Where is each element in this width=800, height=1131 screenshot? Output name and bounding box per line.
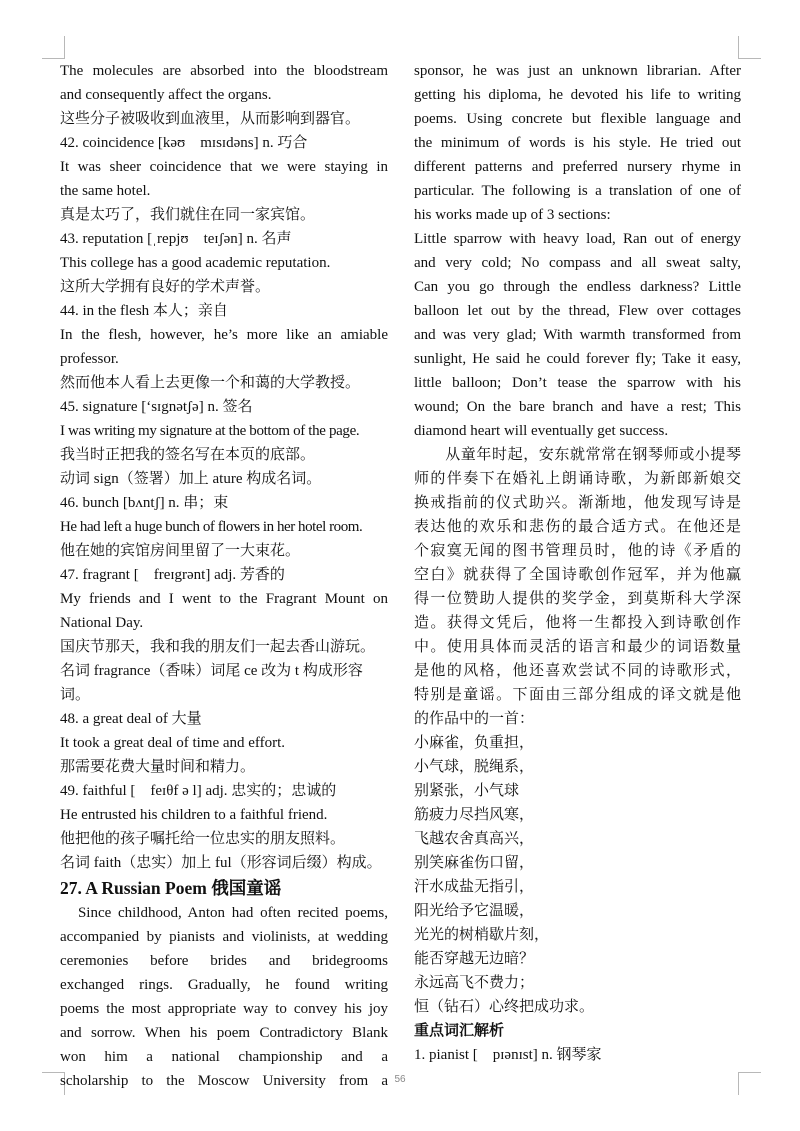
poem-line: and very cold; No compass and all sweat salty, [414, 255, 741, 271]
vocab-heading: 44. in the flesh 本人；亲自 [60, 303, 228, 319]
text-line: the minimum of words is his style. He tried out [414, 135, 741, 151]
poem-line: Can you go through the endless darkness? Little [414, 279, 741, 295]
text-line: He entrusted his children to a faithful friend. [60, 807, 328, 823]
text-line: In the flesh, however, he’s more like an amiable [60, 327, 388, 343]
text-line: 师的伴奏下在婚礼上朗诵诗歌，为新郎新娘交 [414, 471, 741, 487]
crop-mark-top-right [738, 36, 761, 59]
text-line: 然而他本人看上去更像一个和蔼的大学教授。 [60, 375, 361, 391]
text-line: My friends and I went to the Fragrant Mount on [60, 591, 388, 607]
text-line: won him a national championship and a [60, 1049, 388, 1065]
text-line: particular. The following is a translation of one of [414, 183, 741, 199]
text-line: This college has a good academic reputation. [60, 255, 331, 271]
text-line: The molecules are absorbed into the bloodstream [60, 63, 388, 79]
text-line: exchanged rings. Gradually, he found writing [60, 977, 388, 993]
text-line: 名词 faith（忠实）加上 ful（形容词后缀）构成。 [60, 855, 382, 871]
text-line: poems. Using concrete but flexible language and [414, 111, 741, 127]
text-line: 个寂寞无闻的图书管理员时，他的诗《矛盾的 [414, 543, 741, 559]
poem-line: 汗水成盐无指引， [414, 879, 535, 895]
vocab-heading: 1. pianist [ pɪənɪst] n. 钢琴家 [414, 1047, 602, 1063]
poem-line: 飞越农舍真高兴， [414, 831, 535, 847]
poem-line: 阳光给予它温暖， [414, 903, 535, 919]
poem-line: Little sparrow with heavy load, Ran out of energy [414, 231, 741, 247]
poem-line: sunlight, He said he could forever fly; Take it easy, [414, 351, 741, 367]
left-column [60, 59, 388, 1093]
right-column [414, 59, 741, 1067]
text-line: 名词 fragrance（香味）词尾 ce 改为 t 构成形容词。 [60, 663, 363, 703]
poem-line: 永远高飞不费力； [414, 975, 535, 991]
text-line: It took a great deal of time and effort. [60, 735, 286, 751]
crop-mark-top-left [42, 36, 65, 59]
text-line: 的作品中的一首： [414, 711, 535, 727]
subsection-title: 重点词汇解析 [414, 1023, 505, 1039]
text-line: It was sheer coincidence that we were staying in [60, 159, 388, 175]
text-line: sponsor, he was just an unknown librarian. After [414, 63, 741, 79]
text-line: different patterns and preferred nursery rhyme in [414, 159, 741, 175]
vocab-heading: 49. faithful [ feɪθf ə l] adj. 忠实的；忠诚的 [60, 783, 337, 799]
text-line: accompanied by pianists and violinists, at wedding [60, 929, 388, 945]
text-line: 真是太巧了，我们就住在同一家宾馆。 [60, 207, 316, 223]
poem-line: and was very glad; With warmth transformed from [414, 327, 741, 343]
text-line: He had left a huge bunch of flowers in her hotel room. [60, 519, 363, 535]
text-line: 造。获得文凭后，他将一生都投入到诗歌创作 [414, 615, 741, 631]
text-line: 从童年时起，安东就常常在钢琴师或小提琴 [414, 447, 741, 463]
text-line: poems the most appropriate way to convey his joy [60, 1001, 388, 1017]
text-line: 空白》就获得了全国诗歌创作冠军，并为他赢 [414, 567, 741, 583]
poem-line: balloon let out by the thread, Flew over cottages [414, 303, 741, 319]
poem-line: diamond heart will eventually get success. [414, 423, 669, 439]
vocab-heading: 43. reputation [ˌrepjʊ teɪʃən] n. 名声 [60, 231, 292, 247]
text-line: getting his diploma, he devoted his life to writing [414, 87, 741, 103]
text-line: I was writing my signature at the bottom of the page. [60, 423, 360, 439]
text-line: professor. [60, 351, 119, 367]
text-line: 中。使用具体而灵活的语言和最少的词语数量 [414, 639, 741, 655]
text-line: ceremonies before brides and bridegrooms [60, 953, 388, 969]
text-line: National Day. [60, 615, 144, 631]
vocab-heading: 42. coincidence [kəʊ mɪsɪdəns] n. 巧合 [60, 135, 308, 151]
section-title: 27. A Russian Poem 俄国童谣 [60, 878, 282, 898]
poem-line: wound; On the bare branch and have a rest; This [414, 399, 741, 415]
vocab-heading: 46. bunch [bʌntʃ] n. 串；束 [60, 495, 229, 511]
vocab-heading: 45. signature [‘sɪgnətʃə] n. 签名 [60, 399, 253, 415]
text-line: 我当时正把我的签名写在本页的底部。 [60, 447, 316, 463]
poem-line: 恒（钻石）心终把成功求。 [414, 999, 595, 1015]
poem-line: 别笑麻雀伤口留， [414, 855, 535, 871]
vocab-heading: 48. a great deal of 大量 [60, 711, 202, 727]
text-line: 那需要花费大量时间和精力。 [60, 759, 256, 775]
text-line: 得一位赞助人提供的奖学金，到莫斯科大学深 [414, 591, 741, 607]
poem-line: 小气球，脱绳系， [414, 759, 535, 775]
text-line: 他在她的宾馆房间里留了一大束花。 [60, 543, 301, 559]
text-line: his works made up of 3 sections: [414, 207, 611, 223]
text-line: 国庆节那天，我和我的朋友们一起去香山游玩。 [60, 639, 376, 655]
text-line: 表达他的欢乐和悲伤的最合适方式。在他还是 [414, 519, 741, 535]
text-line: and consequently affect the organs. [60, 87, 272, 103]
poem-line: 小麻雀，负重担， [414, 735, 535, 751]
text-line: 这些分子被吸收到血液里，从而影响到器官。 [60, 111, 361, 127]
poem-line: 别紧张，小气球 [414, 783, 520, 799]
text-line: Since childhood, Anton had often recited poems, [60, 905, 388, 921]
page-number: 56 [394, 1074, 406, 1085]
vocab-heading: 47. fragrant [ freɪgrənt] adj. 芳香的 [60, 567, 285, 583]
text-line: 特别是童谣。下面由三部分组成的译文就是他 [414, 687, 741, 703]
text-line: and sorrow. When his poem Contradictory Blank [60, 1025, 388, 1041]
text-line: 换戒指前的仪式助兴。渐渐地，他发现写诗是 [414, 495, 741, 511]
poem-line: 光光的树梢歇片刻， [414, 927, 550, 943]
poem-line: 筋疲力尽挡风寒， [414, 807, 535, 823]
text-line: 是他的风格，他还喜欢尝试不同的诗歌形式， [414, 663, 741, 679]
text-line: 他把他的孩子嘱托给一位忠实的朋友照料。 [60, 831, 346, 847]
text-line: 这所大学拥有良好的学术声誉。 [60, 279, 271, 295]
text-line: 动词 sign（签署）加上 ature 构成名词。 [60, 471, 322, 487]
text-line: the same hotel. [60, 183, 151, 199]
poem-line: 能否穿越无边暗？ [414, 951, 535, 967]
poem-line: little balloon; Don’t tease the sparrow with his [414, 375, 741, 391]
text-line: scholarship to the Moscow University from a [60, 1073, 388, 1089]
